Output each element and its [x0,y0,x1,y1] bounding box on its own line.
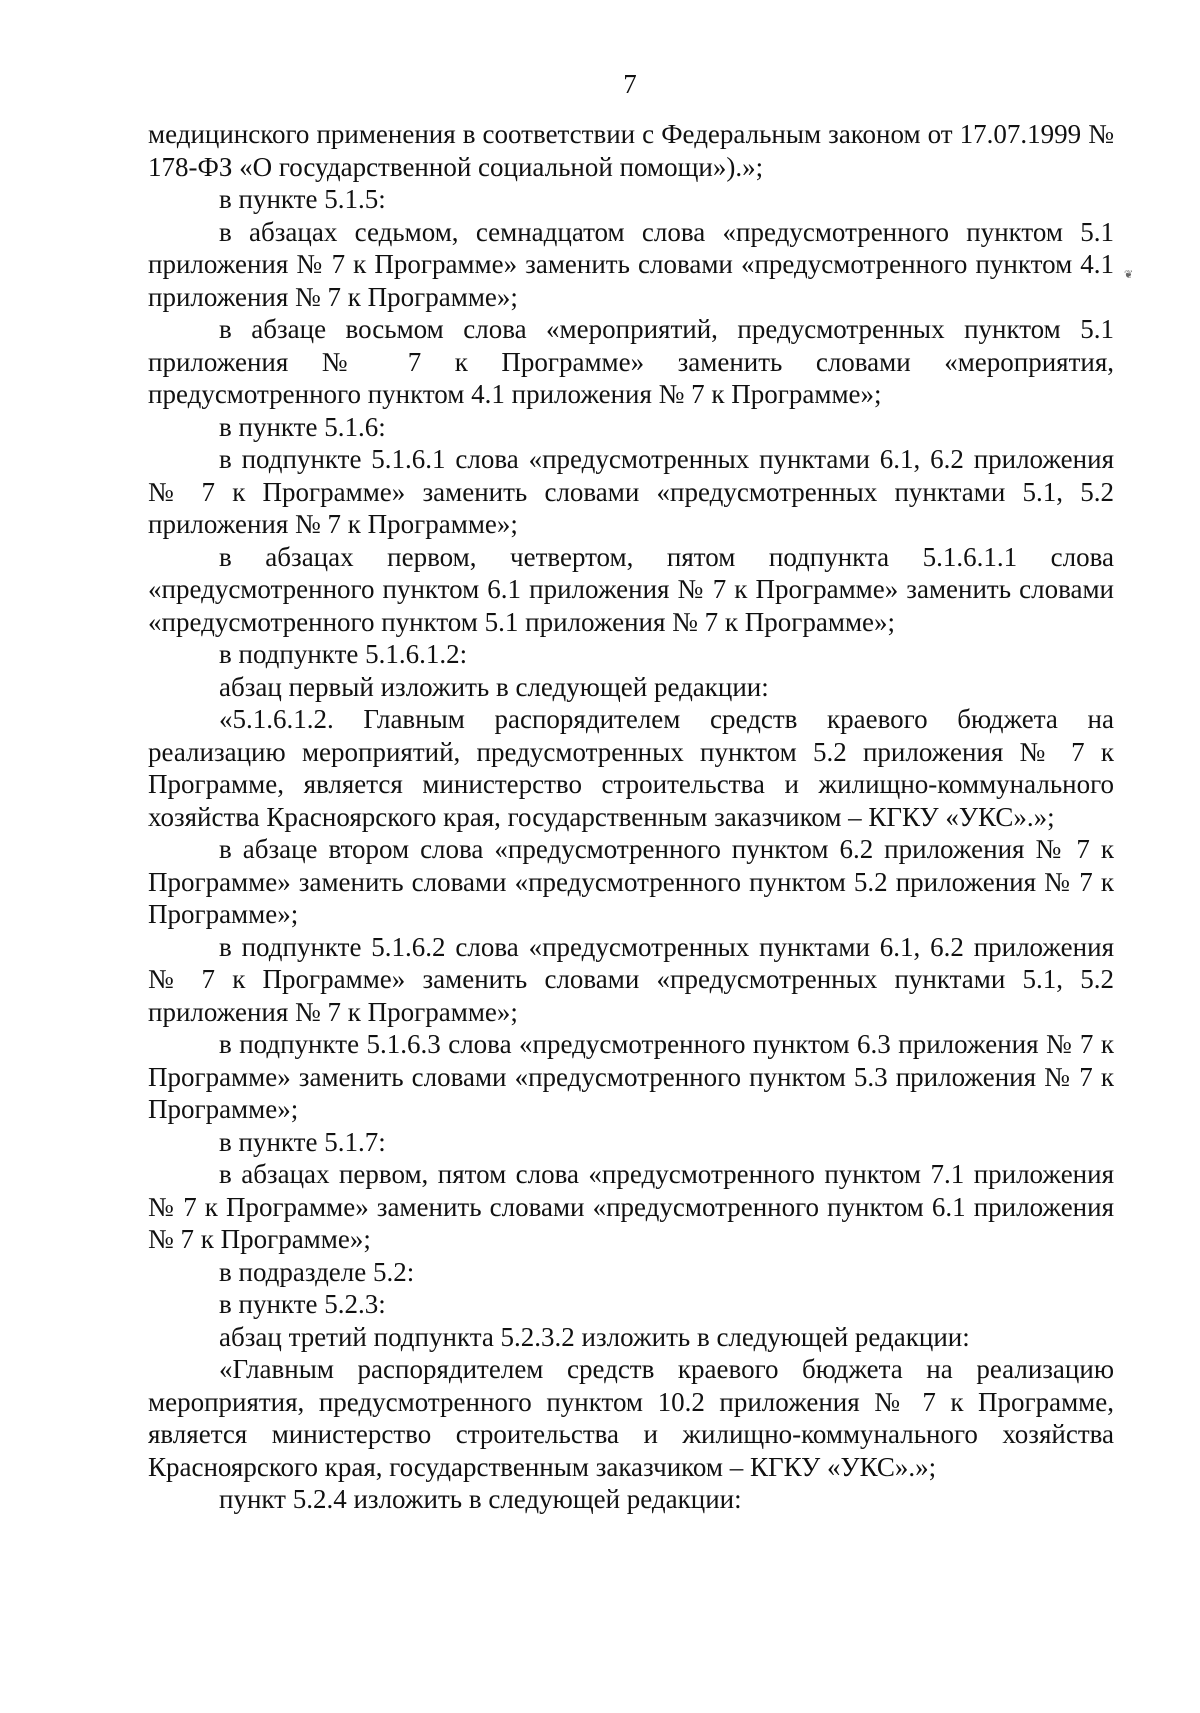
page-number: 7 [623,69,637,99]
paragraph-9: абзац первый изложить в следующей редакции: [219,671,769,702]
scan-artifact-mark: ❦ [1124,268,1134,281]
paragraph-7: в абзацах первом, четвертом, пятом подпункта 5.1.6.1.1 слова «предусмотренного пунктом 6.1 приложения № 7 к Программе» заменить словами «предусмотренного пунктом 5.1 приложения № 7 к Программе»; [148,541,1114,637]
paragraph-8: в подпункте 5.1.6.1.2: [219,639,468,669]
paragraph-16: в подразделе 5.2: [219,1256,415,1287]
paragraph-13: в подпункте 5.1.6.3 слова «предусмотренного пунктом 6.3 приложения № 7 к Программе» заменить словами «предусмотренного пунктом 5.3 приложения № 7 к Программе»; [148,1029,1114,1124]
paragraph-5: в пункте 5.1.6: [219,411,386,442]
paragraph-20: пункт 5.2.4 изложить в следующей редакции: [219,1484,742,1514]
paragraph-10: «5.1.6.1.2. Главным распорядителем средств краевого бюджета на реализацию мероприятий, предусмотренных пунктом 5.2 приложения № 7 к Программе, является министерство строительства и жилищно-коммунального хозяйства Красноярского края, государственным заказчиком – КГКУ «УКС».»; [148,704,1114,832]
document-body [148,118,1114,1516]
paragraph-2: в пункте 5.1.5: [219,184,386,214]
paragraph-15: в абзацах первом, пятом слова «предусмотренного пунктом 7.1 приложения № 7 к Программе» заменить словами «предусмотренного пунктом 6.1 приложения № 7 к Программе»; [148,1159,1114,1254]
paragraph-6: в подпункте 5.1.6.1 слова «предусмотренных пунктами 6.1, 6.2 приложения № 7 к Программе» заменить словами «предусмотренных пунктами 5.1, 5.2 приложения № 7 к Программе»; [148,444,1114,539]
paragraph-4: в абзаце восьмом слова «мероприятий, предусмотренных пунктом 5.1 приложения № 7 к Программе» заменить словами «мероприятия, предусмотренного пунктом 4.1 приложения № 7 к Программе»; [148,314,1114,409]
paragraph-17: в пункте 5.2.3: [219,1289,386,1319]
paragraph-18: абзац третий подпункта 5.2.3.2 изложить в следующей редакции: [219,1321,970,1352]
paragraph-3: в абзацах седьмом, семнадцатом слова «предусмотренного пунктом 5.1 приложения № 7 к Программе» заменить словами «предусмотренного пунктом 4.1 приложения № 7 к Программе»; [148,216,1114,312]
paragraph-12: в подпункте 5.1.6.2 слова «предусмотренных пунктами 6.1, 6.2 приложения № 7 к Программе» заменить словами «предусмотренных пунктами 5.1, 5.2 приложения № 7 к Программе»; [148,931,1114,1027]
paragraph-19: «Главным распорядителем средств краевого бюджета на реализацию мероприятия, предусмотренного пунктом 10.2 приложения № 7 к Программе, является министерство строительства и жилищно-коммунального хозяйства Красноярского края, государственным заказчиком – КГКУ «УКС».»; [148,1354,1114,1482]
paragraph-1: медицинского применения в соответствии с Федеральным законом от 17.07.1999 № 178-ФЗ «О государственной социальной помощи»).»; [148,119,1114,182]
paragraph-11: в абзаце втором слова «предусмотренного пунктом 6.2 приложения № 7 к Программе» заменить словами «предусмотренного пунктом 5.2 приложения № 7 к Программе»; [148,834,1114,929]
paragraph-14: в пункте 5.1.7: [219,1126,386,1157]
